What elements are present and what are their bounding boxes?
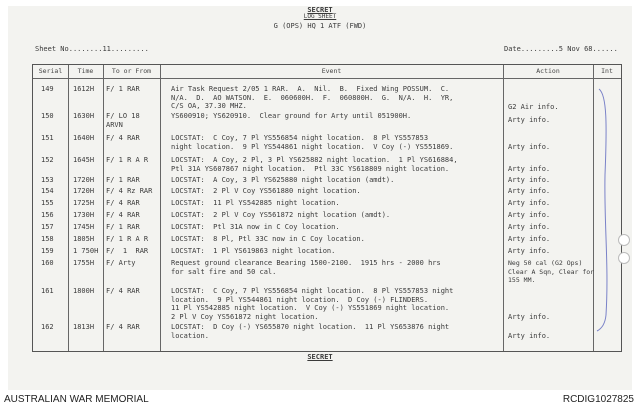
row-time: 1 750H [73, 247, 99, 255]
row-event: LOCSTAT: 2 Pl V Coy YS561880 night location. [171, 187, 361, 195]
row-time: 1612H [73, 85, 95, 93]
log-table [32, 64, 622, 352]
row-time: 1755H [73, 259, 95, 267]
row-serial: 161 [41, 287, 54, 295]
row-event: LOCSTAT: 2 Pl V Coy YS561872 night location (amdt). [171, 211, 391, 219]
row-event: LOCSTAT: Ptl 31A now in C Coy location. [171, 223, 340, 231]
row-serial: 160 [41, 259, 54, 267]
row-action: Neg 50 cal (G2 Ops) Clear A Sqn, Clear for 155 MM. [508, 259, 595, 285]
row-action: Arty info. [508, 164, 551, 173]
row-serial: 153 [41, 176, 54, 184]
row-serial: 152 [41, 156, 54, 164]
row-action: G2 Air info. [508, 102, 559, 111]
col-header-time: Time [77, 67, 94, 75]
row-action: Arty info. [508, 176, 551, 184]
row-action: Arty info. [508, 199, 551, 207]
row-event: LOCSTAT: 11 Pl YS542885 night location. [171, 199, 340, 207]
col-header-int: Int [601, 67, 613, 75]
footer-institution: AUSTRALIAN WAR MEMORIAL [4, 394, 149, 405]
row-serial: 162 [41, 323, 54, 331]
row-to-from: F/ 1 R A R [106, 235, 149, 243]
row-time: 1720H [73, 176, 95, 184]
row-event: LOCSTAT: A Coy, 2 Pl, 3 Pl YS625882 night location. 1 Pl YS616884, Ptl 31A YS607867 night location. Ptl 33C YS618809 night location. [171, 156, 458, 173]
log-sheet-title: LOG SHEET [303, 13, 337, 20]
headquarters-line: G (OPS) HQ 1 ATF (FWD) [273, 22, 367, 30]
row-action: Arty info. [508, 116, 551, 124]
archive-footer [0, 390, 640, 408]
row-time: 1730H [73, 211, 95, 219]
row-time: 1645H [73, 156, 95, 164]
row-time: 1630H [73, 112, 95, 120]
row-to-from: F/ 1 RAR [106, 176, 140, 184]
row-event: YS600910; YS620910. Clear ground for Arty until 051900H. [171, 112, 412, 120]
security-classification-bottom: SECRET [307, 353, 333, 361]
row-event: LOCSTAT: 1 Pl YS619863 night location. [171, 247, 336, 255]
row-to-from: F/ Arty [106, 259, 136, 267]
row-event: LOCSTAT: C Coy, 7 Pl YS556854 night location. 8 Pl YS557853 night location. 9 Pl YS544861 night location. D Coy (-) FLINDERS. 11 Pl YS542885 night location. V Coy (-) YS551869 night location. 2 Pl V Coy YS561872 night location. [171, 287, 454, 321]
row-time: 1800H [73, 287, 95, 295]
row-serial: 151 [41, 134, 54, 142]
punch-hole [618, 234, 630, 246]
row-event: Request ground clearance Bearing 1500-2100. 1915 hrs - 2000 hrs for salt fire and 50 cal. [171, 259, 441, 276]
row-to-from: F/ 1 RAR [106, 223, 140, 231]
row-serial: 154 [41, 187, 54, 195]
row-to-from: F/ 4 RAR [106, 287, 140, 295]
row-time: 1813H [73, 323, 95, 331]
row-to-from: F/ LO 18 ARVN [106, 112, 140, 129]
row-to-from: F/ 1 RAR [106, 85, 140, 93]
row-event: Air Task Request 2/05 1 RAR. A. Nil. B. Fixed Wing POSSUM. C. N/A. D. AO WATSON. E. 060600H. F. 060800H. G. N/A. H. YR, C/S OA, 37.30 MHZ. [171, 85, 454, 111]
row-serial: 159 [41, 247, 54, 255]
col-header-event: Event [321, 67, 342, 75]
row-action: Arty info. [508, 223, 551, 231]
row-time: 1745H [73, 223, 95, 231]
sheet-number: Sheet No........11......... [35, 45, 149, 53]
row-serial: 156 [41, 211, 54, 219]
row-event: LOCSTAT: A Coy, 3 Pl YS625880 night location (amdt). [171, 176, 395, 184]
sheet-label: Sheet No. [35, 45, 73, 53]
row-to-from: F/ 4 RAR [106, 134, 140, 142]
footer-record-id: RCDIG1027825 [562, 394, 634, 405]
row-action: Arty info. [508, 211, 551, 219]
row-time: 1640H [73, 134, 95, 142]
row-action: Arty info. [508, 235, 551, 243]
row-event: LOCSTAT: C Coy, 7 Pl YS556854 night location. 8 Pl YS557853 night location. 9 Pl YS544861 night location. V Coy (-) YS551869. [171, 134, 454, 151]
row-action: Arty info. [508, 247, 551, 255]
col-header-serial: Serial [38, 67, 63, 75]
row-serial: 155 [41, 199, 54, 207]
row-to-from: F/ 1 R A R [106, 156, 149, 164]
row-event: LOCSTAT: 8 Pl, Ptl 33C now in C Coy location. [171, 235, 365, 243]
col-header-to-from: To or From [111, 67, 152, 75]
punch-hole [618, 252, 630, 264]
security-classification-top: SECRET [307, 6, 333, 14]
row-time: 1725H [73, 199, 95, 207]
col-header-action: Action [536, 67, 560, 75]
row-serial: 150 [41, 112, 54, 120]
row-to-from: F/ 4 RAR [106, 211, 140, 219]
row-to-from: F/ 4 RAR [106, 199, 140, 207]
row-to-from: F/ 4 RAR [106, 323, 140, 331]
row-action: Arty info. [508, 331, 551, 340]
handwritten-bracket-mark [593, 85, 621, 335]
sheet-value: 11 [102, 45, 111, 53]
row-serial: 157 [41, 223, 54, 231]
row-time: 1805H [73, 235, 95, 243]
row-serial: 149 [41, 85, 54, 93]
date-label: Date [504, 45, 521, 53]
date-field: Date.........5 Nov 68...... [504, 45, 618, 53]
row-event: LOCSTAT: D Coy (-) YS655870 night location. 11 Pl YS653876 night location. [171, 323, 450, 340]
row-action: Arty info. [508, 312, 551, 321]
row-action: Arty info. [508, 187, 551, 195]
date-value: 5 Nov 68 [558, 45, 593, 53]
row-action: Arty info. [508, 142, 551, 151]
row-serial: 158 [41, 235, 54, 243]
row-to-from: F/ 4 Rz RAR [106, 187, 153, 195]
row-time: 1720H [73, 187, 95, 195]
row-to-from: F/ 1 RAR [106, 247, 149, 255]
